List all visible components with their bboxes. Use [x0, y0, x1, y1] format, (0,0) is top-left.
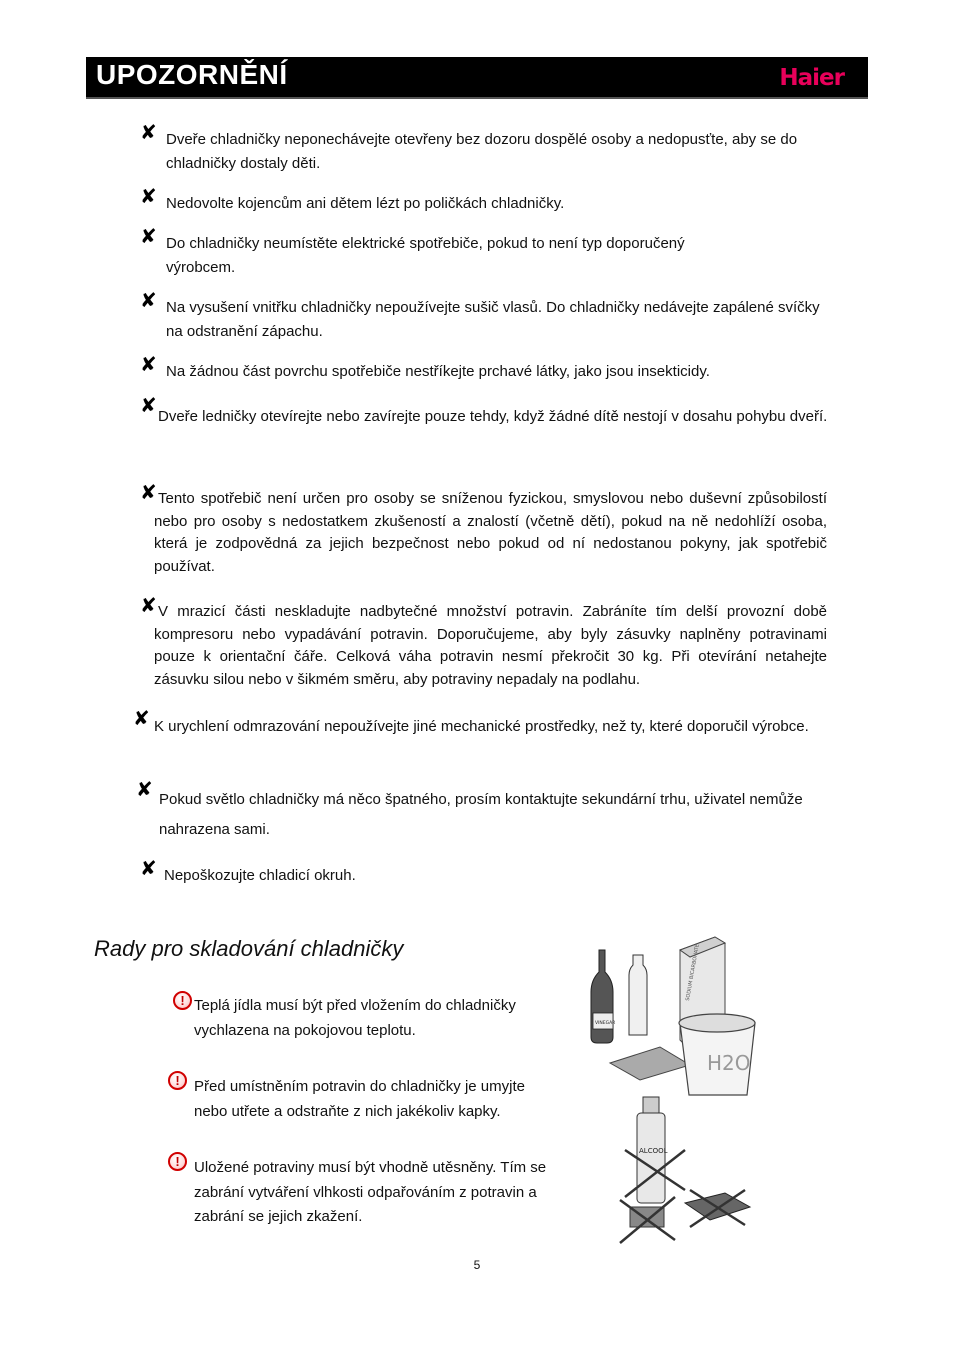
- cross-icon: ✘: [140, 858, 157, 880]
- exclamation-icon: !: [173, 991, 192, 1010]
- cross-icon: ✘: [140, 354, 157, 376]
- section-heading: Rady pro skladování chladničky: [94, 936, 404, 961]
- warning-item: K urychlení odmrazování nepoužívejte jiné mechanické prostředky, než ty, které doporučil výrobce.: [154, 718, 809, 735]
- warning-item: Dveře ledničky otevírejte nebo zavírejte pouze tehdy, když žádné dítě nestojí v dosahu pohybu dveří.: [158, 408, 828, 425]
- warning-item: Tento spotřebič není určen pro osoby se sníženou fyzickou, smyslovou nebo duševní způsobilostí nebo pro osoby s nedostatkem zkušeností a znalostí (včetně dětí), pokud na ně nedohlíží osoba, která je zodpovědná za jejich bezpečnost nebo pokud od ní nedostanou pokyny, jak spotřebič používat.: [154, 490, 827, 575]
- cross-icon: ✘: [140, 482, 157, 504]
- warning-item: Do chladničky neumístěte elektrické spotřebiče, pokud to není typ doporučený výrobcem.: [166, 235, 685, 276]
- cross-icon: ✘: [140, 595, 157, 617]
- exclamation-icon: !: [168, 1071, 187, 1090]
- page-title: UPOZORNĚNÍ: [96, 59, 288, 90]
- water-label: H2O: [707, 1051, 751, 1075]
- warning-item: Nepoškozujte chladicí okruh.: [164, 867, 356, 884]
- warning-item: Na vysušení vnitřku chladničky nepoužívejte sušič vlasů. Do chladničky nedávejte zapálené svíčky na odstranění zápachu.: [166, 299, 820, 340]
- cleaning-products-illustration: [585, 935, 765, 1250]
- warning-item: Pokud světlo chladničky má něco špatného, prosím kontaktujte sekundární trhu, uživatel nemůže nahrazena sami.: [159, 791, 803, 838]
- warning-item: Na žádnou část povrchu spotřebiče nestříkejte prchavé látky, jako jsou insekticidy.: [166, 363, 710, 380]
- cross-icon: ✘: [140, 290, 157, 312]
- cross-icon: ✘: [133, 708, 150, 730]
- exclamation-icon: !: [168, 1152, 187, 1171]
- vinegar-label: VINEGAR: [595, 1021, 616, 1026]
- cross-icon: ✘: [140, 226, 157, 248]
- cross-icon: ✘: [140, 122, 157, 144]
- page-number: 5: [473, 1258, 481, 1272]
- tip-item: Uložené potraviny musí být vhodně utěsněny. Tím se zabrání vytváření vlhkosti odpařováním z potravin a zabrání se jejich zkažení.: [194, 1159, 547, 1225]
- haier-logo: Haier: [779, 65, 844, 91]
- warning-item: Nedovolte kojencům ani dětem lézt po poličkách chladničky.: [166, 195, 565, 212]
- cross-icon: ✘: [140, 186, 157, 208]
- tip-item: Před umístněním potravin do chladničky je umyjte nebo utřete a odstraňte z nich jakékoliv kapky.: [194, 1078, 525, 1120]
- box-label: SODIUM BICARBONATE: [684, 943, 701, 1002]
- cross-icon: ✘: [140, 395, 157, 417]
- page-header: [86, 57, 868, 99]
- alcohol-label: ALCOOL: [639, 1147, 668, 1155]
- warning-item: V mrazicí části neskladujte nadbytečné množství potravin. Zabráníte tím delší provozní době kompresoru nebo vypadávání potravin. Doporučujeme, aby byly zásuvky naplněny potravinami pouze k orientační čáře. Celková váha potravin nesmí překročit 30 kg. Při otevírání netahejte zásuvku silou nebo v šikmém směru, aby potraviny nepadaly na podlahu.: [154, 603, 827, 688]
- cross-icon: ✘: [136, 779, 153, 801]
- warning-item: Dveře chladničky neponechávejte otevřeny bez dozoru dospělé osoby a nedopusťte, aby se do chladničky dostaly děti.: [166, 131, 798, 172]
- tip-item: Teplá jídla musí být před vložením do chladničky vychlazena na pokojovou teplotu.: [194, 997, 516, 1039]
